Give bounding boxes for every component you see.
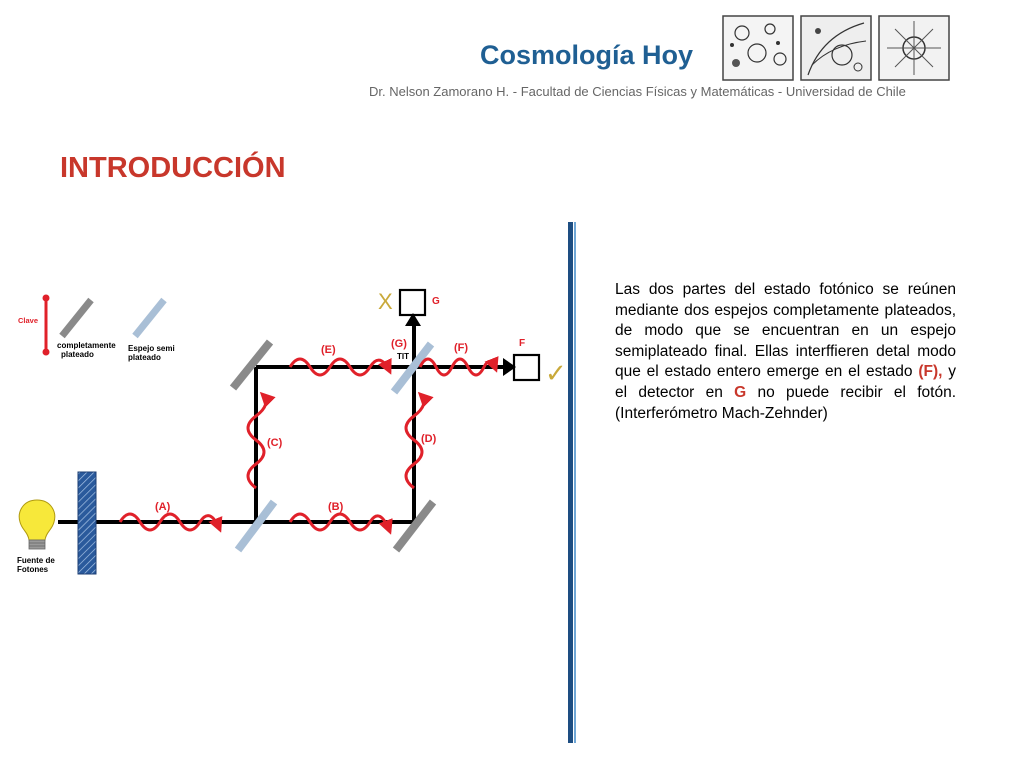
atlas-engraving-image <box>801 16 871 80</box>
legend-key-dot-top <box>43 295 50 302</box>
paragraph-highlight-f: (F), <box>918 363 943 381</box>
section-heading: INTRODUCCIÓN <box>60 152 286 184</box>
legend-full-mirror-label-2: plateado <box>61 350 94 359</box>
source-label-1: Fuente de <box>17 556 55 565</box>
legend-half-mirror <box>135 300 164 336</box>
detector-g <box>378 289 440 326</box>
legend-full-mirror-label-1: completamente <box>57 341 116 350</box>
source-barrier <box>78 472 96 574</box>
detection-check-mark: ✓ <box>545 358 567 388</box>
photon-source <box>17 472 96 574</box>
detector-g-box <box>400 290 425 315</box>
author-affiliation: Dr. Nelson Zamorano H. - Facultad de Ciencias Físicas y Matemáticas - Universidad de Chile <box>369 84 906 99</box>
beam-paths <box>58 322 505 522</box>
legend-half-mirror-label-2: plateado <box>128 353 161 362</box>
sun-engraving-image <box>879 16 949 80</box>
detector-f-label: F <box>519 338 526 349</box>
bulb-base-icon <box>29 540 45 549</box>
detector-f-box <box>514 355 539 380</box>
label-tit: TIT <box>397 352 409 361</box>
label-b: (B) <box>328 501 344 513</box>
page-title: Cosmología Hoy <box>480 40 694 70</box>
photon-waves <box>120 359 496 532</box>
cosmos-engraving-image <box>723 16 793 80</box>
label-f: (F) <box>454 342 469 354</box>
detector-g-label: G <box>432 296 440 307</box>
label-d: (D) <box>421 433 437 445</box>
detector-f <box>503 338 567 388</box>
legend-full-mirror <box>62 300 91 336</box>
paragraph-text-3: no puede recibir el fotón. (Interferómetro Mach-Zehnder) <box>615 383 957 422</box>
paragraph-text-1: Las dos partes del estado fotónico se reúnen mediante dos espejos completamente plateados, de modo que se encuentran en un espejo semiplateado final. Ellas interffieren detal modo que el estado entero emerge en el estado <box>615 281 956 381</box>
light-bulb-icon <box>19 500 55 540</box>
label-c: (C) <box>267 437 283 449</box>
header-images <box>722 15 950 81</box>
paragraph-text-2: y el detector en <box>615 363 957 401</box>
label-a: (A) <box>155 501 171 513</box>
legend-key-label: Clave <box>18 316 39 325</box>
legend-key-dot-bottom <box>43 349 50 356</box>
no-detection-mark: X <box>378 289 393 314</box>
label-g: (G) <box>391 338 407 350</box>
source-label-2: Fotones <box>17 565 49 574</box>
legend <box>18 295 175 363</box>
legend-half-mirror-label-1: Espejo semi <box>128 344 175 353</box>
label-e: (E) <box>321 344 336 356</box>
explanation-paragraph <box>615 280 956 424</box>
paragraph-highlight-g: G <box>734 383 747 401</box>
